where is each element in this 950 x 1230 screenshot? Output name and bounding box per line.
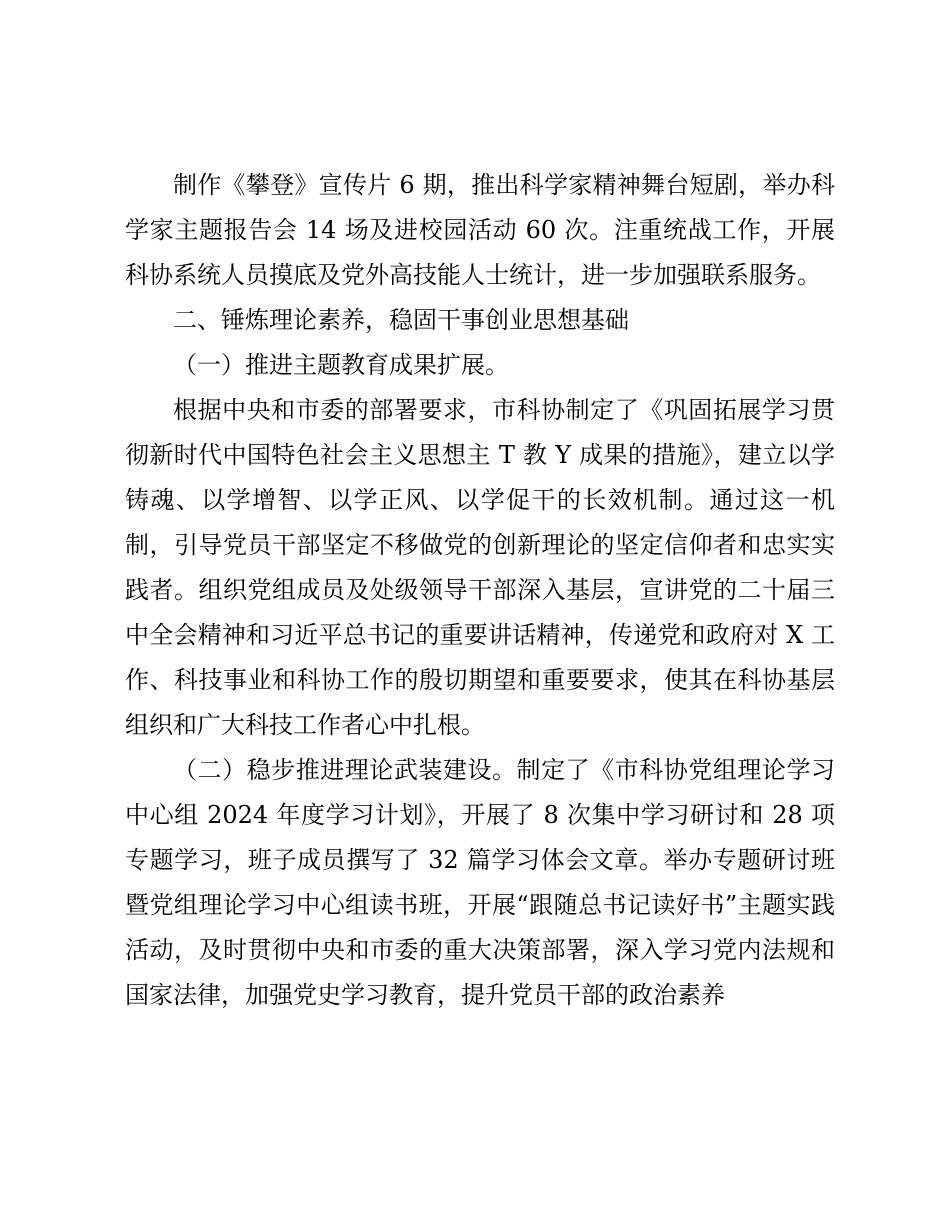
paragraph-theme-education: 根据中央和市委的部署要求，市科协制定了《巩固拓展学习贯彻新时代中国特色社会主义思想主 T 教 Y 成果的措施》，建立以学铸魂、以学增智、以学正风、以学促干的长效机制。通过这一机制，引导党员干部坚定不移做党的创新理论的坚定信仰者和忠实实践者。组织党组成员及处级领导干部深入基层，宣讲党的二十届三中全会精神和习近平总书记的重要讲话精神，传递党和政府对 X 工作、科技事业和科协工作的殷切期望和重要要求，使其在科协基层组织和广大科技工作者心中扎根。 <box>125 396 835 739</box>
document-page <box>125 163 835 1018</box>
section-heading-two: 二、锤炼理论素养，稳固干事创业思想基础 <box>173 306 629 334</box>
subsection-heading-one: （一）推进主题教育成果扩展。 <box>173 351 509 379</box>
paragraph-publicity: 制作《攀登》宣传片 6 期，推出科学家精神舞台短剧，举办科学家主题报告会 14 场及进校园活动 60 次。注重统战工作，开展科协系统人员摸底及党外高技能人士统计，进一步加强联系服务。 <box>125 171 835 289</box>
paragraph-theory-armament: （二）稳步推进理论武装建设。制定了《市科协党组理论学习中心组 2024 年度学习计划》，开展了 8 次集中学习研讨和 28 项专题学习，班子成员撰写了 32 篇学习体会文章。举办专题研讨班暨党组理论学习中心组读书班，开展“跟随总书记读好书”主题实践活动，及时贯彻中央和市委的重大决策部署，深入学习党内法规和国家法律，加强党史学习教育，提升党员干部的政治素养 <box>125 756 835 1009</box>
